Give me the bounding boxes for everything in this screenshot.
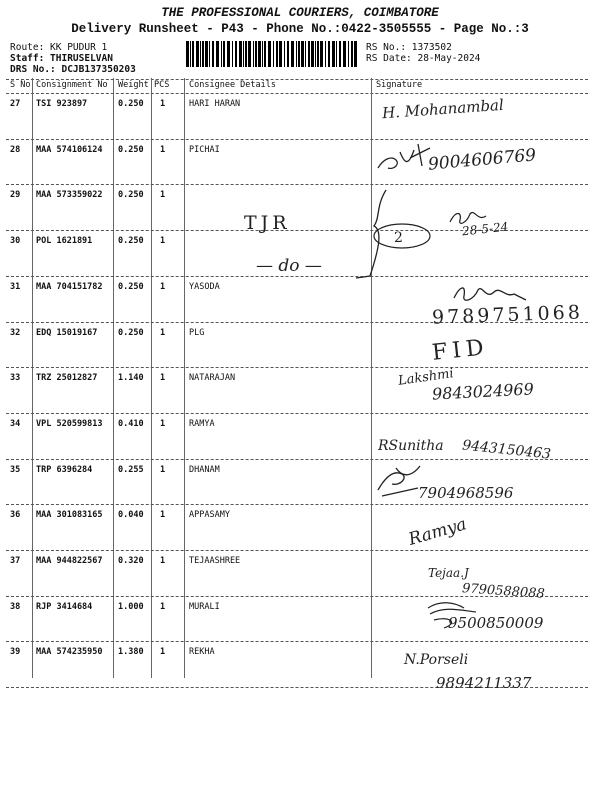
row-sno: 31 [10,281,21,292]
row-sno: 32 [10,327,21,338]
row-consignment: RJP 3414684 [36,601,93,612]
row-consignment: POL 1621891 [36,236,93,247]
signature-35 [374,460,424,500]
header-bottom-rule [6,93,588,94]
runsheet-title: Delivery Runsheet - P43 - Phone No.:0422-3505555 - Page No.:3 [71,22,529,36]
row-sno: 28 [10,144,21,155]
signature-34: RSunitha [378,438,444,454]
row-consignment: MAA 574106124 [36,144,103,155]
col-divider [371,78,372,678]
row-weight: 0.410 [118,418,144,429]
row-pcs: 1 [160,647,166,658]
phone-37: 9790588088 [461,581,546,602]
row-sno: 29 [10,190,21,201]
row-weight: 0.255 [118,464,144,475]
row-sno: 38 [10,601,21,612]
row-pcs: 1 [160,281,166,292]
rs-no-label: RS No.: 1373502 [366,42,452,53]
row-consignee: HARI HARAN [189,99,241,109]
row-consignee: TEJAASHREE [189,556,241,566]
row-weight: 0.250 [118,236,144,247]
ditto-note: — do — [256,256,322,276]
company-title: THE PROFESSIONAL COURIERS, COIMBATORE [161,6,439,20]
row-weight: 0.250 [118,144,144,155]
row-rule [6,139,588,140]
col-divider [151,78,152,678]
row-consignment: EDQ 15019167 [36,327,98,338]
phone-34: 9443150463 [461,437,552,463]
barcode [186,41,358,67]
row-weight: 0.250 [118,281,144,292]
row-pcs: 1 [160,236,166,247]
row-sno: 34 [10,418,21,429]
phone-39: 9894211337 [436,674,532,692]
row-pcs: 1 [160,601,166,612]
row-weight: 0.040 [118,510,144,521]
row-consignee: APPASAMY [189,510,230,521]
row-sno: 35 [10,464,21,475]
header-pcs: PCS [154,80,170,90]
staff-label: Staff: THIRUSELVAN [10,53,113,64]
row-consignee: RAMYA [189,418,215,429]
row-pcs: 1 [160,510,166,521]
row-rule [6,504,588,505]
header-weight: Weight [118,80,149,90]
row-pcs: 1 [160,190,166,201]
row-pcs: 1 [160,464,166,475]
row-sno: 30 [10,236,21,247]
row-pcs: 1 [160,556,166,566]
row-weight: 0.250 [118,327,144,338]
row-weight: 1.000 [118,601,144,612]
row-consignee: YASODA [189,281,220,292]
header-signature: Signature [376,80,423,90]
row-consignment: MAA 944822567 [36,556,103,566]
row-consignee: PLG [189,327,205,338]
row-rule [6,550,588,551]
row-consignee: DHANAM [189,464,220,475]
header-consignment: Consignment No [36,80,108,90]
row-consignee: NATARAJAN [189,373,236,384]
phone-33: 9843024969 [431,379,535,404]
row-consignee: PICHAI [189,144,220,155]
signature-27: H. Mohanambal [381,95,505,123]
row-sno: 39 [10,647,21,658]
row-pcs: 1 [160,418,166,429]
row-consignment: TRZ 25012827 [36,373,98,384]
row-consignment: TSI 923897 [36,99,88,109]
col-divider [113,78,114,678]
fid-note: FID [430,335,490,366]
row-weight: 0.250 [118,99,144,109]
row-rule [6,413,588,414]
row-pcs: 1 [160,327,166,338]
row-sno: 37 [10,556,21,566]
row-consignment: MAA 704151782 [36,281,103,292]
row-weight: 0.250 [118,190,144,201]
row-consignment: MAA 574235950 [36,647,103,658]
header-sno: S No [10,80,31,90]
row-sno: 33 [10,373,21,384]
row-sno: 36 [10,510,21,521]
row-weight: 1.140 [118,373,144,384]
row-consignee: REKHA [189,647,215,658]
signature-33: Lakshmi [397,366,455,389]
row-consignment: TRP 6396284 [36,464,93,475]
rs-date-label: RS Date: 28-May-2024 [366,53,481,64]
bracket-mark [352,186,432,282]
phone-38: 9500850009 [448,614,544,632]
row-sno: 27 [10,99,21,109]
row-rule [6,641,588,642]
phone-28: 9004606769 [427,145,537,175]
row-rule [6,367,588,368]
drs-label: DRS No.: DCJB137350203 [10,64,136,75]
header-consignee: Consignee Details [189,80,276,90]
date-29: 28-5-24 [461,219,509,239]
col-divider [32,78,33,678]
row-consignment: MAA 573359022 [36,190,103,201]
row-consignee: MURALI [189,601,220,612]
row-weight: 1.380 [118,647,144,658]
row-rule [6,459,588,460]
row-weight: 0.320 [118,556,144,566]
row-pcs: 1 [160,144,166,155]
row-rule [6,184,588,185]
row-pcs: 1 [160,373,166,384]
signature-37: Tejaa.J [428,566,469,580]
signature-36: Ramya [406,514,469,550]
tjr-note: TJR [244,212,291,234]
row-pcs: 1 [160,99,166,109]
col-divider [184,78,185,678]
row-consignment: VPL 520599813 [36,418,103,429]
signature-39: N.Porseli [404,652,469,668]
signature-28 [374,138,434,178]
route-label: Route: KK PUDUR 1 [10,42,108,53]
phone-35: 7904968596 [418,484,514,502]
svg-text:2: 2 [394,230,403,246]
phone-31: 9789751068 [431,301,584,329]
row-consignment: MAA 301083165 [36,510,103,521]
